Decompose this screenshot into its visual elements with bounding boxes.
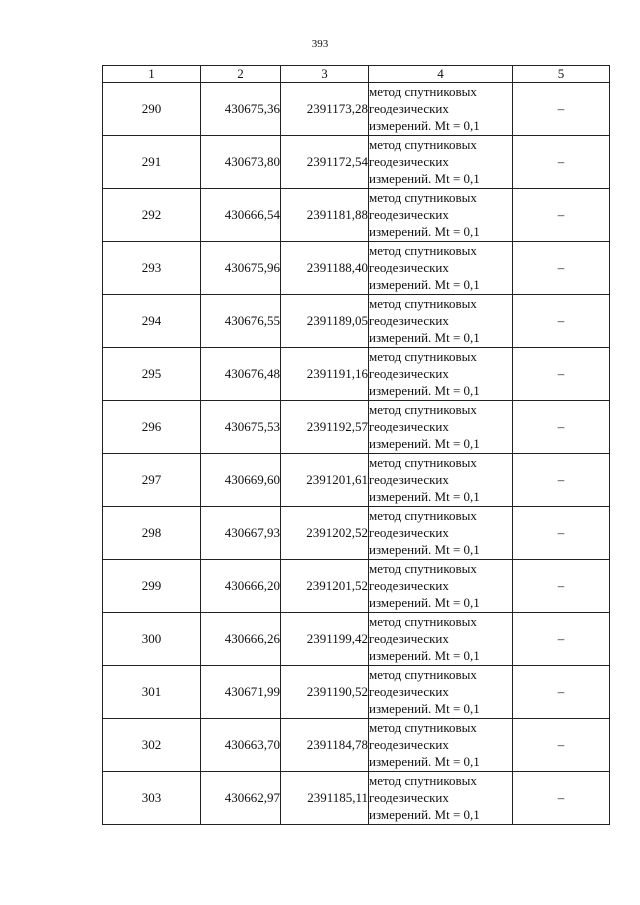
y-coordinate-cell: 2391173,28 bbox=[281, 83, 369, 136]
column-5-cell: – bbox=[513, 242, 610, 295]
header-col-2: 2 bbox=[201, 66, 281, 83]
y-coordinate-cell: 2391192,57 bbox=[281, 401, 369, 454]
table-row bbox=[103, 666, 610, 719]
method-text-line: геодезических bbox=[369, 101, 449, 116]
table-row bbox=[103, 454, 610, 507]
column-5-cell: – bbox=[513, 295, 610, 348]
method-cell bbox=[369, 242, 513, 295]
method-text-line: метод спутниковых bbox=[369, 137, 477, 152]
method-text-line: метод спутниковых bbox=[369, 773, 477, 788]
column-5-cell: – bbox=[513, 560, 610, 613]
point-number-cell: 303 bbox=[103, 772, 201, 825]
table-row bbox=[103, 772, 610, 825]
x-coordinate-cell: 430671,99 bbox=[201, 666, 281, 719]
point-number-cell: 295 bbox=[103, 348, 201, 401]
point-number-cell: 294 bbox=[103, 295, 201, 348]
x-coordinate-cell: 430669,60 bbox=[201, 454, 281, 507]
column-5-cell: – bbox=[513, 772, 610, 825]
y-coordinate-cell: 2391191,16 bbox=[281, 348, 369, 401]
method-text-line: метод спутниковых bbox=[369, 508, 477, 523]
table-row bbox=[103, 136, 610, 189]
point-number-cell: 298 bbox=[103, 507, 201, 560]
method-cell bbox=[369, 454, 513, 507]
point-number-cell: 300 bbox=[103, 613, 201, 666]
table-row bbox=[103, 719, 610, 772]
method-text-line: геодезических bbox=[369, 260, 449, 275]
table-row bbox=[103, 348, 610, 401]
method-text-line: геодезических bbox=[369, 472, 449, 487]
method-text-line: измерений. Mt = 0,1 bbox=[369, 171, 480, 186]
method-text-line: метод спутниковых bbox=[369, 667, 477, 682]
method-text-line: метод спутниковых bbox=[369, 243, 477, 258]
point-number-cell: 297 bbox=[103, 454, 201, 507]
x-coordinate-cell: 430673,80 bbox=[201, 136, 281, 189]
method-text-line: геодезических bbox=[369, 737, 449, 752]
x-coordinate-cell: 430666,54 bbox=[201, 189, 281, 242]
method-text-line: измерений. Mt = 0,1 bbox=[369, 807, 480, 822]
table-row bbox=[103, 613, 610, 666]
method-text-line: метод спутниковых bbox=[369, 720, 477, 735]
table-row bbox=[103, 295, 610, 348]
method-cell bbox=[369, 666, 513, 719]
header-col-1: 1 bbox=[103, 66, 201, 83]
method-text-line: метод спутниковых bbox=[369, 614, 477, 629]
x-coordinate-cell: 430666,20 bbox=[201, 560, 281, 613]
method-text-line: метод спутниковых bbox=[369, 84, 477, 99]
method-text-line: измерений. Mt = 0,1 bbox=[369, 701, 480, 716]
x-coordinate-cell: 430663,70 bbox=[201, 719, 281, 772]
y-coordinate-cell: 2391201,61 bbox=[281, 454, 369, 507]
x-coordinate-cell: 430675,96 bbox=[201, 242, 281, 295]
column-5-cell: – bbox=[513, 507, 610, 560]
method-cell bbox=[369, 189, 513, 242]
point-number-cell: 301 bbox=[103, 666, 201, 719]
y-coordinate-cell: 2391188,40 bbox=[281, 242, 369, 295]
x-coordinate-cell: 430667,93 bbox=[201, 507, 281, 560]
method-text-line: геодезических bbox=[369, 313, 449, 328]
point-number-cell: 293 bbox=[103, 242, 201, 295]
table-row bbox=[103, 560, 610, 613]
method-text-line: измерений. Mt = 0,1 bbox=[369, 277, 480, 292]
method-cell bbox=[369, 401, 513, 454]
header-col-3: 3 bbox=[281, 66, 369, 83]
table-row bbox=[103, 507, 610, 560]
x-coordinate-cell: 430676,48 bbox=[201, 348, 281, 401]
method-text-line: геодезических bbox=[369, 631, 449, 646]
method-cell bbox=[369, 348, 513, 401]
method-text-line: измерений. Mt = 0,1 bbox=[369, 648, 480, 663]
method-text-line: измерений. Mt = 0,1 bbox=[369, 489, 480, 504]
method-text-line: измерений. Mt = 0,1 bbox=[369, 224, 480, 239]
y-coordinate-cell: 2391190,52 bbox=[281, 666, 369, 719]
method-text-line: геодезических bbox=[369, 525, 449, 540]
method-cell bbox=[369, 719, 513, 772]
point-number-cell: 296 bbox=[103, 401, 201, 454]
method-text-line: измерений. Mt = 0,1 bbox=[369, 436, 480, 451]
header-row bbox=[103, 66, 610, 83]
column-5-cell: – bbox=[513, 136, 610, 189]
coordinates-table bbox=[102, 65, 610, 825]
table-row bbox=[103, 401, 610, 454]
table-row bbox=[103, 242, 610, 295]
method-text-line: геодезических bbox=[369, 419, 449, 434]
method-cell bbox=[369, 295, 513, 348]
y-coordinate-cell: 2391181,88 bbox=[281, 189, 369, 242]
method-text-line: геодезических bbox=[369, 790, 449, 805]
column-5-cell: – bbox=[513, 189, 610, 242]
x-coordinate-cell: 430666,26 bbox=[201, 613, 281, 666]
table-header bbox=[103, 66, 610, 83]
method-cell bbox=[369, 136, 513, 189]
method-text-line: метод спутниковых bbox=[369, 349, 477, 364]
x-coordinate-cell: 430676,55 bbox=[201, 295, 281, 348]
method-text-line: геодезических bbox=[369, 578, 449, 593]
column-5-cell: – bbox=[513, 613, 610, 666]
x-coordinate-cell: 430662,97 bbox=[201, 772, 281, 825]
column-5-cell: – bbox=[513, 454, 610, 507]
y-coordinate-cell: 2391172,54 bbox=[281, 136, 369, 189]
point-number-cell: 299 bbox=[103, 560, 201, 613]
column-5-cell: – bbox=[513, 348, 610, 401]
method-text-line: метод спутниковых bbox=[369, 190, 477, 205]
method-text-line: измерений. Mt = 0,1 bbox=[369, 754, 480, 769]
method-cell bbox=[369, 507, 513, 560]
column-5-cell: – bbox=[513, 401, 610, 454]
method-cell bbox=[369, 613, 513, 666]
table-body bbox=[103, 83, 610, 825]
point-number-cell: 291 bbox=[103, 136, 201, 189]
table-row bbox=[103, 189, 610, 242]
method-text-line: геодезических bbox=[369, 684, 449, 699]
method-text-line: измерений. Mt = 0,1 bbox=[369, 383, 480, 398]
point-number-cell: 292 bbox=[103, 189, 201, 242]
y-coordinate-cell: 2391185,11 bbox=[281, 772, 369, 825]
x-coordinate-cell: 430675,36 bbox=[201, 83, 281, 136]
method-text-line: геодезических bbox=[369, 154, 449, 169]
method-cell bbox=[369, 772, 513, 825]
y-coordinate-cell: 2391202,52 bbox=[281, 507, 369, 560]
method-text-line: геодезических bbox=[369, 366, 449, 381]
table-row bbox=[103, 83, 610, 136]
method-text-line: метод спутниковых bbox=[369, 296, 477, 311]
y-coordinate-cell: 2391189,05 bbox=[281, 295, 369, 348]
point-number-cell: 290 bbox=[103, 83, 201, 136]
column-5-cell: – bbox=[513, 719, 610, 772]
method-cell bbox=[369, 83, 513, 136]
point-number-cell: 302 bbox=[103, 719, 201, 772]
method-text-line: метод спутниковых bbox=[369, 402, 477, 417]
method-text-line: измерений. Mt = 0,1 bbox=[369, 330, 480, 345]
method-cell bbox=[369, 560, 513, 613]
method-text-line: измерений. Mt = 0,1 bbox=[369, 595, 480, 610]
method-text-line: измерений. Mt = 0,1 bbox=[369, 542, 480, 557]
column-5-cell: – bbox=[513, 83, 610, 136]
page-number: 393 bbox=[311, 38, 329, 50]
header-col-4: 4 bbox=[369, 66, 513, 83]
method-text-line: метод спутниковых bbox=[369, 455, 477, 470]
x-coordinate-cell: 430675,53 bbox=[201, 401, 281, 454]
header-col-5: 5 bbox=[513, 66, 610, 83]
method-text-line: измерений. Mt = 0,1 bbox=[369, 118, 480, 133]
column-5-cell: – bbox=[513, 666, 610, 719]
method-text-line: метод спутниковых bbox=[369, 561, 477, 576]
y-coordinate-cell: 2391199,42 bbox=[281, 613, 369, 666]
y-coordinate-cell: 2391201,52 bbox=[281, 560, 369, 613]
method-text-line: геодезических bbox=[369, 207, 449, 222]
y-coordinate-cell: 2391184,78 bbox=[281, 719, 369, 772]
